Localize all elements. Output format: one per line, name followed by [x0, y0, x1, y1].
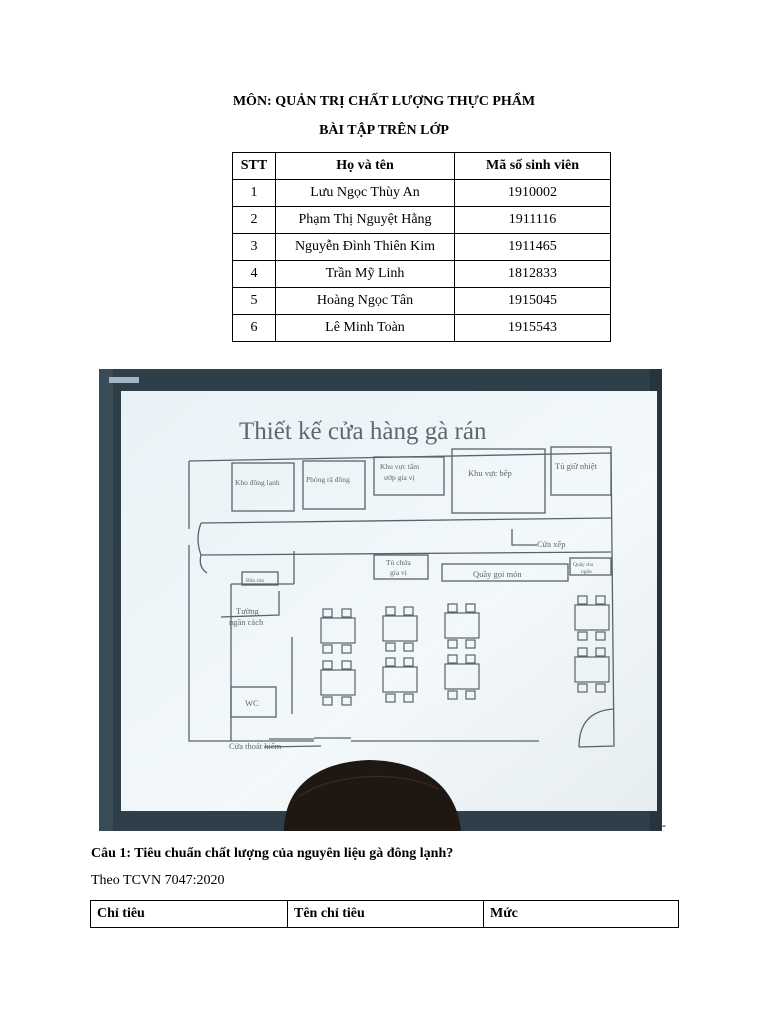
header-name: Họ và tên	[276, 153, 455, 180]
cell-stt: 6	[233, 315, 276, 342]
label-spice-cabinet-2: gia vị	[390, 568, 407, 577]
cell-name: Phạm Thị Nguyệt Hằng	[276, 207, 455, 234]
cell-stt: 1	[233, 180, 276, 207]
table-row	[233, 207, 611, 234]
table-row	[233, 315, 611, 342]
table-header-row	[233, 153, 611, 180]
cell-student-id: 1911465	[455, 234, 611, 261]
slide-title: Thiết kế cửa hàng gà rán	[239, 418, 487, 445]
cell-student-id: 1911116	[455, 207, 611, 234]
label-marinating-2: ướp gia vị	[384, 473, 415, 482]
trailing-dash: -	[662, 818, 666, 832]
label-partition-1: Tường	[236, 606, 259, 616]
label-cashier-1: Quầy thu	[573, 562, 594, 568]
label-thawing-room: Phòng rã đông	[306, 475, 350, 484]
header-criterion: Chỉ tiêu	[91, 901, 288, 928]
projector-bracket	[109, 377, 139, 383]
table-row	[233, 288, 611, 315]
assignment-title: BÀI TẬP TRÊN LỚP	[319, 123, 449, 138]
table-row	[233, 180, 611, 207]
cell-student-id: 1910002	[455, 180, 611, 207]
floor-plan-photo	[99, 369, 662, 831]
label-warmer: Tủ giữ nhiệt	[555, 461, 597, 471]
cell-name: Trần Mỹ Linh	[276, 261, 455, 288]
cell-student-id: 1915543	[455, 315, 611, 342]
label-kitchen: Khu vực bếp	[468, 468, 512, 478]
members-table	[232, 152, 611, 342]
subject-title: MÔN: QUẢN TRỊ CHẤT LƯỢNG THỰC PHẨM	[232, 94, 536, 109]
header-student-id: Mã số sinh viên	[455, 153, 611, 180]
label-sink: Bồn rửa	[246, 578, 264, 584]
cell-name: Lê Minh Toàn	[276, 315, 455, 342]
cell-name: Nguyễn Đình Thiên Kim	[276, 234, 455, 261]
label-cashier-2: ngân	[581, 569, 592, 575]
cell-student-id: 1915045	[455, 288, 611, 315]
cell-name: Lưu Ngọc Thùy An	[276, 180, 455, 207]
table-header-row	[91, 901, 679, 928]
label-folding-door: Cửa xếp	[537, 539, 566, 549]
header-criterion-name: Tên chỉ tiêu	[288, 901, 484, 928]
cell-student-id: 1812833	[455, 261, 611, 288]
label-marinating-1: Khu vực tẩm	[380, 462, 420, 471]
question-1: Câu 1: Tiêu chuẩn chất lượng của nguyên liệu gà đông lạnh?	[91, 846, 454, 861]
label-spice-cabinet-1: Tủ chứa	[386, 558, 411, 567]
header-stt: STT	[233, 153, 276, 180]
cell-stt: 2	[233, 207, 276, 234]
cell-stt: 5	[233, 288, 276, 315]
label-emergency-exit: Cửa thoát hiểm	[229, 741, 282, 751]
table-row	[233, 234, 611, 261]
label-order-counter: Quầy gọi món	[473, 569, 522, 579]
cell-name: Hoàng Ngọc Tân	[276, 288, 455, 315]
label-cold-storage: Kho đông lạnh	[235, 478, 280, 487]
label-wc: WC	[245, 698, 259, 708]
table-row	[233, 261, 611, 288]
criteria-table	[90, 900, 679, 928]
standard-reference: Theo TCVN 7047:2020	[91, 873, 225, 888]
cell-stt: 4	[233, 261, 276, 288]
cell-stt: 3	[233, 234, 276, 261]
label-partition-2: ngăn cách	[229, 617, 264, 627]
header-level: Mức	[484, 901, 679, 928]
